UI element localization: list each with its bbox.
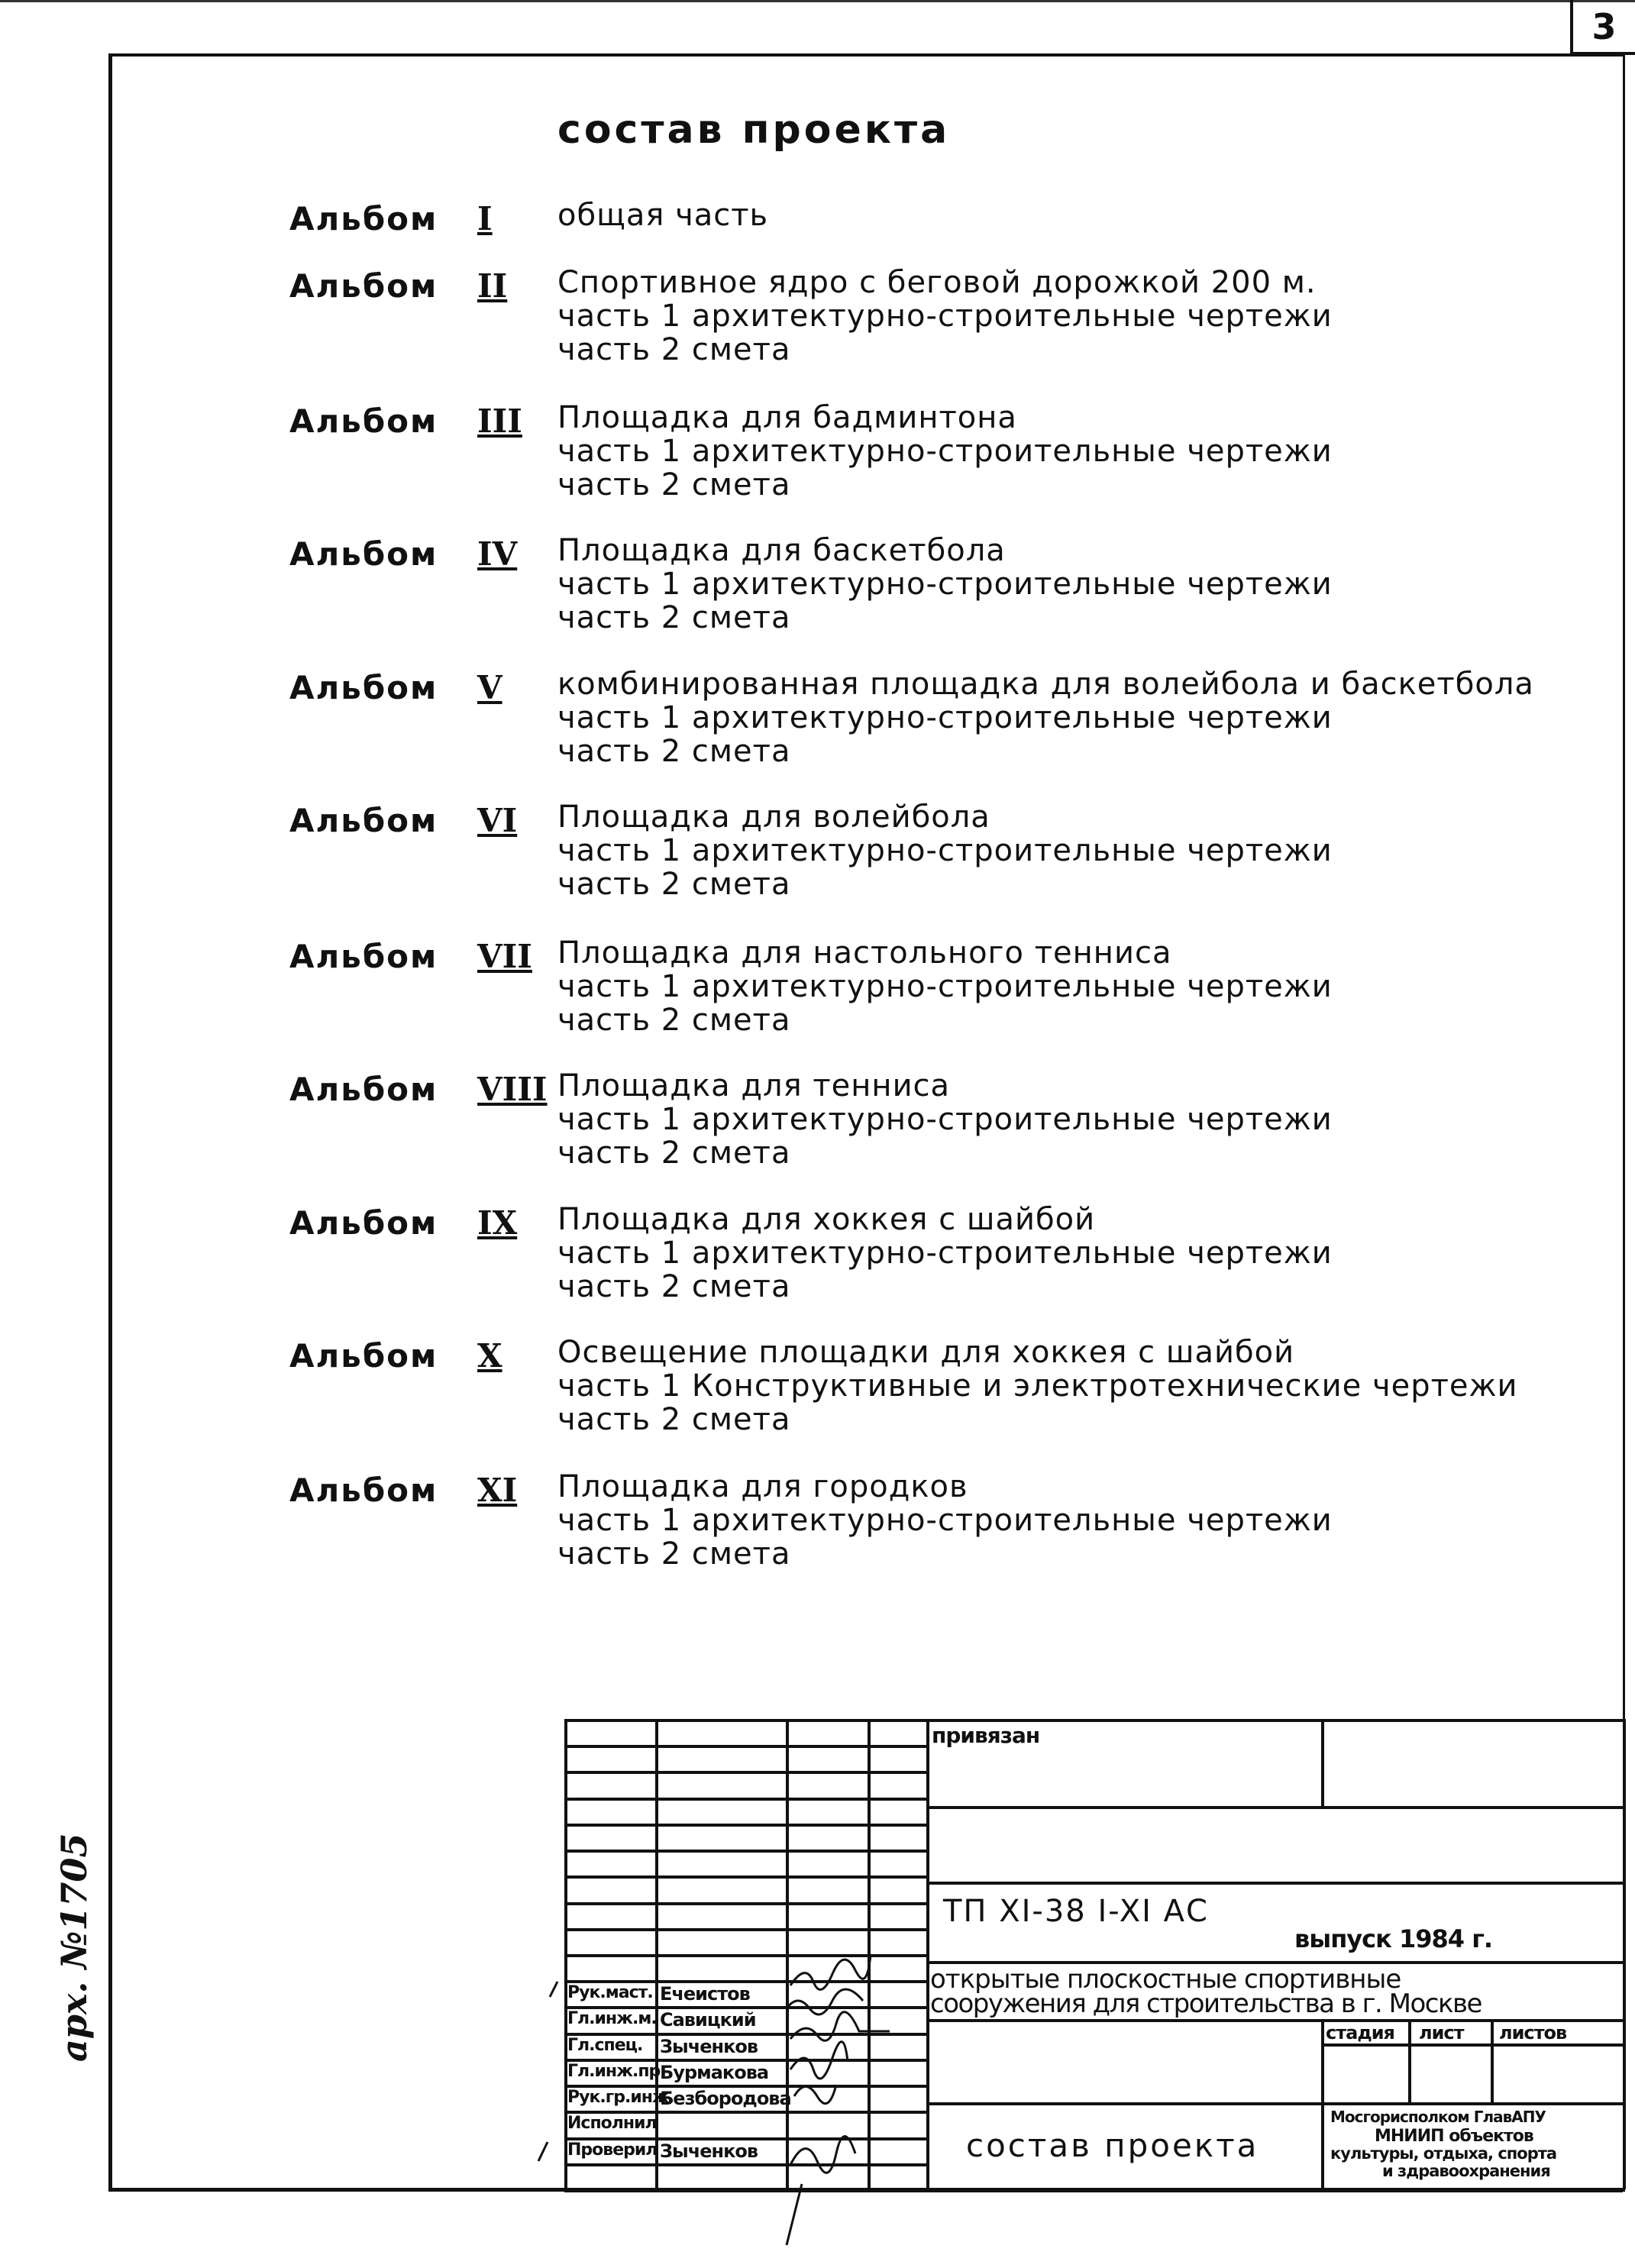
album-title: Площадка для настольного тенниса xyxy=(557,935,1172,971)
album-number: X xyxy=(477,1337,502,1375)
org-line-1: Мосгорисполком ГлавАПУ xyxy=(1330,2108,1546,2126)
album-part: часть 2 смета xyxy=(557,467,791,502)
album-part: часть 2 смета xyxy=(557,1269,791,1304)
album-title: Спортивное ядро с беговой дорожкой 200 м. xyxy=(557,265,1317,300)
album-number: VIII xyxy=(477,1071,548,1108)
sheet-title: состав проекта xyxy=(966,2127,1259,2164)
page-number: 3 xyxy=(1570,0,1635,55)
org-line-4: и здравоохранения xyxy=(1382,2162,1550,2180)
signature-4 xyxy=(790,2042,848,2079)
album-label: Альбом xyxy=(289,1204,438,1242)
album-part: часть 1 архитектурно-строительные чертежи xyxy=(557,1236,1333,1271)
sheet-header: лист xyxy=(1419,2022,1464,2043)
album-label: Альбом xyxy=(289,200,438,237)
signature-5 xyxy=(794,2085,836,2104)
album-title: общая часть xyxy=(557,198,769,233)
album-label: Альбом xyxy=(289,802,438,839)
album-part: часть 1 Конструктивные и электротехнические чертежи xyxy=(557,1368,1518,1404)
staff-name: Савицкий xyxy=(660,2009,756,2031)
staff-name: Ечеистов xyxy=(660,1983,750,2005)
archive-stamp: арх. №1705 xyxy=(53,1833,95,2062)
album-number: III xyxy=(477,402,522,440)
album-title: Площадка для городков xyxy=(557,1469,968,1504)
album-part: часть 1 архитектурно-строительные чертежи xyxy=(557,700,1333,735)
org-line-3: культуры, отдыха, спорта xyxy=(1330,2144,1557,2163)
org-line-2: МНИИП объектов xyxy=(1375,2127,1533,2146)
margin-tick-1 xyxy=(550,1982,557,1997)
album-label: Альбом xyxy=(289,402,438,440)
sheets-header: листов xyxy=(1499,2022,1567,2043)
staff-role: Гл.спец. xyxy=(567,2036,643,2055)
album-part: часть 2 смета xyxy=(557,332,791,367)
album-number: V xyxy=(477,669,502,706)
album-label: Альбом xyxy=(289,1337,438,1375)
album-part: часть 2 смета xyxy=(557,1136,791,1171)
album-number: VI xyxy=(477,802,518,839)
album-part: часть 1 архитектурно-строительные чертежи xyxy=(557,299,1333,334)
album-number: IX xyxy=(477,1204,518,1242)
staff-role: Исполнил xyxy=(567,2114,657,2133)
page-title: состав проекта xyxy=(557,107,951,153)
album-part: часть 1 архитектурно-строительные чертежи xyxy=(557,833,1333,868)
album-part: часть 2 смета xyxy=(557,734,791,769)
album-label: Альбом xyxy=(289,1071,438,1108)
staff-name: Зыченков xyxy=(660,2140,758,2162)
album-label: Альбом xyxy=(289,535,438,573)
album-part: часть 1 архитектурно-строительные чертежи xyxy=(557,567,1333,602)
album-label: Альбом xyxy=(289,669,438,706)
album-part: часть 1 архитектурно-строительные чертежи xyxy=(557,969,1333,1004)
staff-role: Рук.маст. xyxy=(567,1983,653,2002)
margin-tick-2 xyxy=(538,2142,548,2161)
signature-6 xyxy=(787,2137,855,2246)
album-title: Площадка для тенниса xyxy=(557,1068,951,1103)
staff-role: Гл.инж.м. xyxy=(567,2009,657,2028)
staff-name: Безбородова xyxy=(660,2088,791,2109)
album-part: часть 2 смета xyxy=(557,1536,791,1572)
signature-2 xyxy=(787,1989,863,2014)
bound-label: привязан xyxy=(932,1723,1040,1748)
signature-3 xyxy=(790,2012,890,2041)
drawing-code: ТП XI-38 I-XI АС xyxy=(943,1894,1209,1929)
album-title: Освещение площадки для хоккея с шайбой xyxy=(557,1335,1295,1370)
staff-role: Гл.инж.пр. xyxy=(567,2062,666,2081)
staff-role: Рук.гр.инж. xyxy=(567,2088,674,2107)
album-label: Альбом xyxy=(289,938,438,975)
staff-name: Бурмакова xyxy=(660,2062,769,2083)
album-label: Альбом xyxy=(289,1472,438,1509)
object-name-line-2: сооружения для строительства в г. Москве xyxy=(930,1989,1482,2019)
album-number: VII xyxy=(477,938,532,975)
album-number: XI xyxy=(477,1472,518,1509)
album-part: часть 1 архитектурно-строительные чертежи xyxy=(557,1102,1333,1137)
album-part: часть 2 смета xyxy=(557,600,791,635)
album-part: часть 1 архитектурно-строительные чертежи xyxy=(557,1503,1333,1538)
album-number: II xyxy=(477,267,508,305)
album-title: Площадка для баскетбола xyxy=(557,533,1006,568)
album-number: IV xyxy=(477,535,518,573)
album-part: часть 2 смета xyxy=(557,1402,791,1437)
album-title: Площадка для волейбола xyxy=(557,800,990,835)
staff-role: Проверил xyxy=(567,2140,658,2160)
album-label: Альбом xyxy=(289,267,438,305)
stage-header: стадия xyxy=(1326,2022,1394,2043)
album-part: часть 1 архитектурно-строительные чертежи xyxy=(557,434,1333,469)
album-title: Площадка для бадминтона xyxy=(557,400,1017,435)
album-part: часть 2 смета xyxy=(557,867,791,902)
album-title: Площадка для хоккея с шайбой xyxy=(557,1202,1096,1237)
object-name-line-1: открытые плоскостные спортивные xyxy=(930,1964,1401,1995)
album-title: комбинированная площадка для волейбола и баскетбола xyxy=(557,667,1534,702)
album-number: I xyxy=(477,200,493,237)
staff-name: Зыченков xyxy=(660,2036,758,2057)
signature-1 xyxy=(790,1955,871,1989)
album-part: часть 2 смета xyxy=(557,1003,791,1038)
issue-year: выпуск 1984 г. xyxy=(1294,1924,1493,1953)
